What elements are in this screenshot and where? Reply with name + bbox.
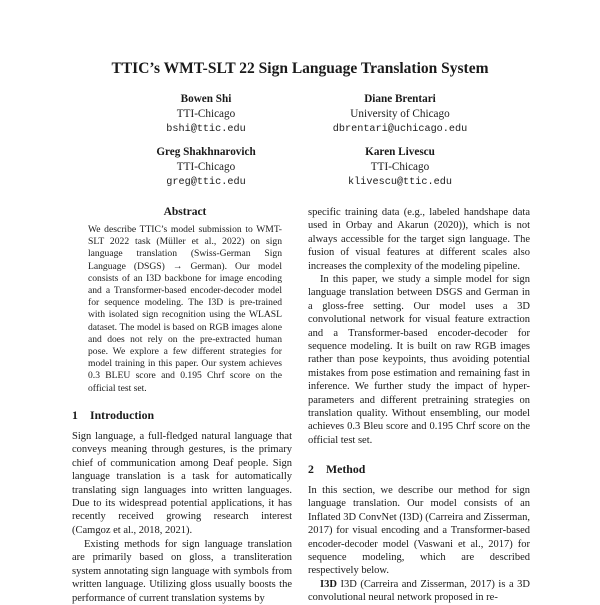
- abstract-text: We describe TTIC’s model submission to WMT-SLT 2022 task (Müller et al., 2022) on sign language translation (Swiss-German Sign Language (DSGS) → German). Our model consists of an I3D backbone for image encoding and a Transformer-based encoder-decoder model for sequence modeling. The I3D is pre-trained with isolated sign recognition using the WLASL dataset. The model is based on RGB images alone and does not rely on the pre-extracted human pose. We explore a few different strategies for model training in this paper. Our system achieves 0.3 BLEU score and 0.195 Chrf score on the official test set.: [88, 224, 282, 394]
- run-in-heading: I3D: [320, 579, 337, 590]
- method-paragraph: [308, 578, 530, 605]
- body-paragraph: specific training data (e.g., labeled handshape data used in Orbay and Akarun (2020)), which is not always accessible for the target sign language. The fusion of visual features at different scales also increases the complexity of the modeling pipeline.: [308, 207, 530, 272]
- author-affiliation: TTI-Chicago: [370, 161, 430, 173]
- section-number: 1: [72, 408, 78, 422]
- section-title: Method: [326, 462, 366, 476]
- author-name: Bowen Shi: [180, 93, 232, 105]
- author-affiliation: University of Chicago: [350, 108, 450, 120]
- author-affiliation: TTI-Chicago: [176, 161, 236, 173]
- paragraph-text: I3D (Carreira and Zisserman, 2017) is a 3D convolutional neural network proposed in re-: [308, 579, 531, 604]
- method-paragraph: In this section, we describe our method for sign language translation. Our model consists of an Inflated 3D ConvNet (I3D) (Carreira and Zisserman, 2017) for visual encoding and a Transformer-based encoder-decoder model (Vaswani et al., 2017) for sequence modeling, which are described respectively below.: [308, 485, 530, 577]
- author-email: klivescu@ttic.edu: [348, 177, 452, 188]
- author-name: Greg Shakhnarovich: [156, 146, 256, 158]
- abstract-heading: Abstract: [163, 206, 207, 218]
- author-affiliation: TTI-Chicago: [176, 108, 236, 120]
- intro-paragraph: Existing methods for sign language translation are primarily based on gloss, a transliteration system annotating sign language with symbols from written language. Utilizing gloss usually boosts the performance of current translation systems by: [72, 539, 292, 604]
- author-email: dbrentari@uchicago.edu: [332, 124, 468, 135]
- section-heading-method: [308, 462, 365, 477]
- author-email: greg@ttic.edu: [166, 177, 246, 188]
- author-block: [106, 92, 306, 137]
- author-block: [300, 145, 500, 190]
- author-name: Karen Livescu: [365, 146, 435, 158]
- paper-title: TTIC’s WMT-SLT 22 Sign Language Translation System: [111, 60, 489, 77]
- author-block: [300, 92, 500, 137]
- section-title: Introduction: [90, 408, 155, 422]
- section-number: 2: [308, 462, 314, 476]
- body-paragraph: In this paper, we study a simple model for sign language translation between DSGS and German in a gloss-free setting. Our model uses a 3D convolutional network for visual feature extraction and a Transformer-based encoder-decoder for sequence modeling. It is built on raw RGB images rather than pose keypoints, thus avoiding potential mistakes from pose estimation and remaining fast in inference. We further study the impact of hyper-parameters and different pretraining strategies on translation quality. Without ensembling, our model achieves 0.3 Bleu score and 0.195 Chrf score on the official test set.: [308, 274, 530, 446]
- author-name: Diane Brentari: [364, 93, 436, 105]
- author-block: [106, 145, 306, 190]
- author-email: bshi@ttic.edu: [166, 124, 246, 135]
- section-heading-introduction: [72, 408, 154, 423]
- intro-paragraph: Sign language, a full-fledged natural language that conveys meaning through gestures, is the primary chief of communication among Deaf people. Sign language translation is a task for automatically translating sign languages into written languages. Due to its widespread potential applications, it has recently received growing research interest (Camgoz et al., 2018, 2021).: [72, 431, 292, 536]
